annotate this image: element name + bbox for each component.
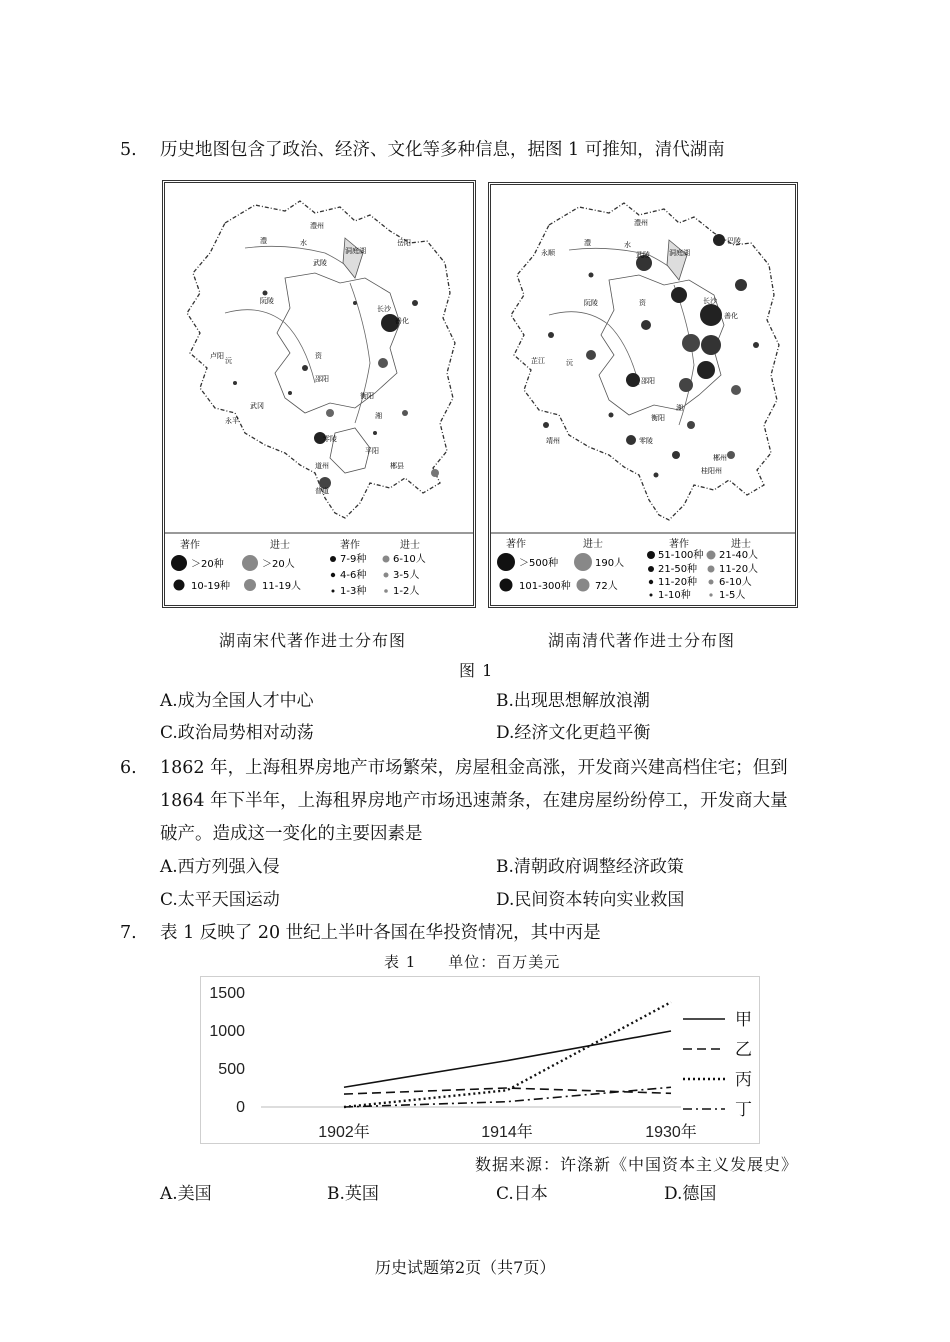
series-line-1 xyxy=(344,1031,671,1087)
map-song-place-dongting: 洞庭湖 xyxy=(345,247,366,255)
map-qing-place-baling: 巴陵 xyxy=(727,237,741,245)
map-qing-place-chenzhou: 郴州 xyxy=(713,454,727,462)
map-qing-place-lizhou: 澧州 xyxy=(634,219,648,227)
map-qing-place-dongting: 洞庭湖 xyxy=(669,249,690,257)
series-line-3 xyxy=(344,1002,671,1107)
map-qing-place-guiyangzhou: 桂阳州 xyxy=(701,467,722,475)
legend-song-c3: 1-3种 xyxy=(340,586,367,597)
legend-qing-h3: 著作 xyxy=(669,539,689,550)
legend-qing-a2: 190人 xyxy=(595,558,625,569)
y-tick-label: 1500 xyxy=(209,985,245,1002)
y-tick-label: 500 xyxy=(218,1061,245,1078)
investment-chart xyxy=(201,977,759,1143)
q6-option-d[interactable]: D.民间资本转向实业救国 xyxy=(496,890,685,910)
legend-song-a1: ＞20种 xyxy=(191,559,224,570)
legend-qing-b2: 72人 xyxy=(595,581,618,592)
legend-song-c4: 1-2人 xyxy=(393,586,420,597)
q5-option-a[interactable]: A.成为全国人才中心 xyxy=(160,691,314,711)
map-song xyxy=(162,180,476,608)
map-song-place-pudao: 普道 xyxy=(315,487,329,495)
chart-frame xyxy=(200,976,760,1144)
legend-song-h4: 进士 xyxy=(400,540,420,551)
q5-option-b[interactable]: B.出现思想解放浪潮 xyxy=(496,691,650,711)
legend-song-a3: 7-9种 xyxy=(340,554,367,565)
legend-song-b2: 11-19人 xyxy=(262,581,302,592)
map-qing-place-jingzhou: 靖州 xyxy=(546,437,560,445)
legend-song-b4: 3-5人 xyxy=(393,570,420,581)
map-qing-place-lingling: 零陵 xyxy=(639,437,653,445)
map-song-caption: 湖南宋代著作进士分布图 xyxy=(219,631,407,650)
series-line-2 xyxy=(344,1088,671,1094)
legend-label-3: 丙 xyxy=(735,1070,752,1089)
x-tick-label: 1930年 xyxy=(645,1124,697,1141)
legend-song-h2: 进士 xyxy=(270,540,290,551)
legend-qing-h2: 进士 xyxy=(583,539,603,550)
q6-line-3: 破产。造成这一变化的主要因素是 xyxy=(160,824,423,844)
legend-qing-a4: 21-40人 xyxy=(719,550,759,561)
map-qing-place-shanhua: 善化 xyxy=(724,312,738,320)
map-qing-place-yongshun: 永顺 xyxy=(541,249,555,257)
map-song-place-ruanling: 阮陵 xyxy=(260,297,274,305)
map-song-place-pingyang: 平阳 xyxy=(365,447,379,455)
map-song-place-daozhou: 道州 xyxy=(315,462,329,470)
map-song-place-li: 澧 xyxy=(260,237,267,245)
map-song-place-chenxian: 郴县 xyxy=(390,462,404,470)
map-song-place-lingling: 零陵 xyxy=(323,435,337,443)
map-qing-place-hengyang: 衡阳 xyxy=(651,414,665,422)
q6-option-c[interactable]: C.太平天国运动 xyxy=(160,890,280,910)
y-tick-label: 1000 xyxy=(209,1023,245,1040)
legend-qing-d4: 1-5人 xyxy=(719,590,746,601)
x-tick-label: 1914年 xyxy=(481,1124,533,1141)
map-qing-place-changsha: 长沙 xyxy=(703,297,717,305)
q5-option-c[interactable]: C.政治局势相对动荡 xyxy=(160,723,314,743)
map-song-place-xiang: 湘 xyxy=(375,412,382,420)
map-song-place-changsha: 长沙 xyxy=(377,305,391,313)
q6-line-2: 1864 年下半年，上海租界房地产市场迅速萧条，在建房屋纷纷停工，开发商大量 xyxy=(160,791,788,811)
map-song-place-zi: 资 xyxy=(315,352,322,360)
q5-option-d[interactable]: D.经济文化更趋平衡 xyxy=(496,723,651,743)
legend-song-h3: 著作 xyxy=(340,540,360,551)
map-qing-place-yuan: 沅 xyxy=(566,359,573,367)
legend-qing-h1: 著作 xyxy=(506,539,526,550)
map-song-place-shaoyang: 邵阳 xyxy=(315,375,329,383)
q7-option-a[interactable]: A.美国 xyxy=(160,1184,212,1204)
legend-label-4: 丁 xyxy=(735,1100,752,1119)
map-song-place-wuling: 武陵 xyxy=(313,259,327,267)
map-song-place-shui: 水 xyxy=(300,239,307,247)
map-qing-place-ruanling: 阮陵 xyxy=(584,299,598,307)
q7-option-b[interactable]: B.英国 xyxy=(327,1184,379,1204)
legend-label-2: 乙 xyxy=(735,1040,752,1059)
legend-qing-b1: 101-300种 xyxy=(519,581,571,592)
q7-option-c[interactable]: C.日本 xyxy=(496,1184,548,1204)
map-song-place-hengyang: 衡阳 xyxy=(360,392,374,400)
q7-number: 7. xyxy=(120,923,137,943)
q6-option-a[interactable]: A.西方列强入侵 xyxy=(160,857,280,877)
page-footer: 历史试题第2页（共7页） xyxy=(375,1258,556,1277)
q7-option-d[interactable]: D.德国 xyxy=(664,1184,717,1204)
series-line-4 xyxy=(344,1087,671,1107)
q5-number: 5. xyxy=(120,140,137,160)
legend-qing-c4: 6-10人 xyxy=(719,577,752,588)
map-qing-place-zi: 资 xyxy=(639,299,646,307)
legend-qing-b4: 11-20人 xyxy=(719,564,759,575)
x-tick-label: 1902年 xyxy=(318,1124,370,1141)
map-qing-place-li: 澧 xyxy=(584,239,591,247)
legend-qing-h4: 进士 xyxy=(731,539,751,550)
figure-label: 图 1 xyxy=(459,661,494,680)
legend-song-b3: 4-6种 xyxy=(340,570,367,581)
legend-song-b1: 10-19种 xyxy=(191,581,231,592)
q6-option-b[interactable]: B.清朝政府调整经济政策 xyxy=(496,857,684,877)
legend-qing-d3: 1-10种 xyxy=(658,590,691,601)
legend-song-a2: ＞20人 xyxy=(262,559,295,570)
map-song-place-luyang: 卢阳 xyxy=(210,352,224,360)
legend-qing-a1: ＞500种 xyxy=(519,558,559,569)
map-song-place-yongping: 永平 xyxy=(225,417,239,425)
map-qing-place-xiang: 湘 xyxy=(676,404,683,412)
map-song-place-lizhou: 澧州 xyxy=(310,222,324,230)
map-qing-caption: 湖南清代著作进士分布图 xyxy=(548,631,736,650)
map-song-place-yuan: 沅 xyxy=(225,357,232,365)
legend-song-h1: 著作 xyxy=(180,540,200,551)
map-song-figure xyxy=(165,183,473,605)
legend-qing-b3: 21-50种 xyxy=(658,564,698,575)
q6-line-1: 1862 年，上海租界房地产市场繁荣，房屋租金高涨，开发商兴建高档住宅；但到 xyxy=(160,758,788,778)
map-song-place-shanhua: 善化 xyxy=(395,317,409,325)
map-song-place-yueyang: 岳阳 xyxy=(397,239,411,247)
map-qing-place-zhijiang: 芷江 xyxy=(531,357,545,365)
map-qing-figure xyxy=(491,185,795,605)
map-qing-place-wuling: 武陵 xyxy=(636,251,650,259)
data-source: 数据来源：许涤新《中国资本主义发展史》 xyxy=(475,1155,799,1174)
y-tick-label: 0 xyxy=(236,1099,245,1116)
q7-stem: 表 1 反映了 20 世纪上半叶各国在华投资情况，其中丙是 xyxy=(160,923,601,943)
legend-qing-a3: 51-100种 xyxy=(658,550,704,561)
table-title: 表 1 单位：百万美元 xyxy=(384,953,561,971)
map-qing-place-shui: 水 xyxy=(624,241,631,249)
legend-song-a4: 6-10人 xyxy=(393,554,426,565)
q5-stem: 历史地图包含了政治、经济、文化等多种信息，据图 1 可推知，清代湖南 xyxy=(160,140,725,160)
q6-number: 6. xyxy=(120,758,137,778)
map-qing-place-shaoyang: 邵阳 xyxy=(641,377,655,385)
legend-qing-c3: 11-20种 xyxy=(658,577,698,588)
map-qing xyxy=(488,182,798,608)
legend-label-1: 甲 xyxy=(735,1010,752,1029)
map-song-place-wugang: 武冈 xyxy=(250,402,264,410)
